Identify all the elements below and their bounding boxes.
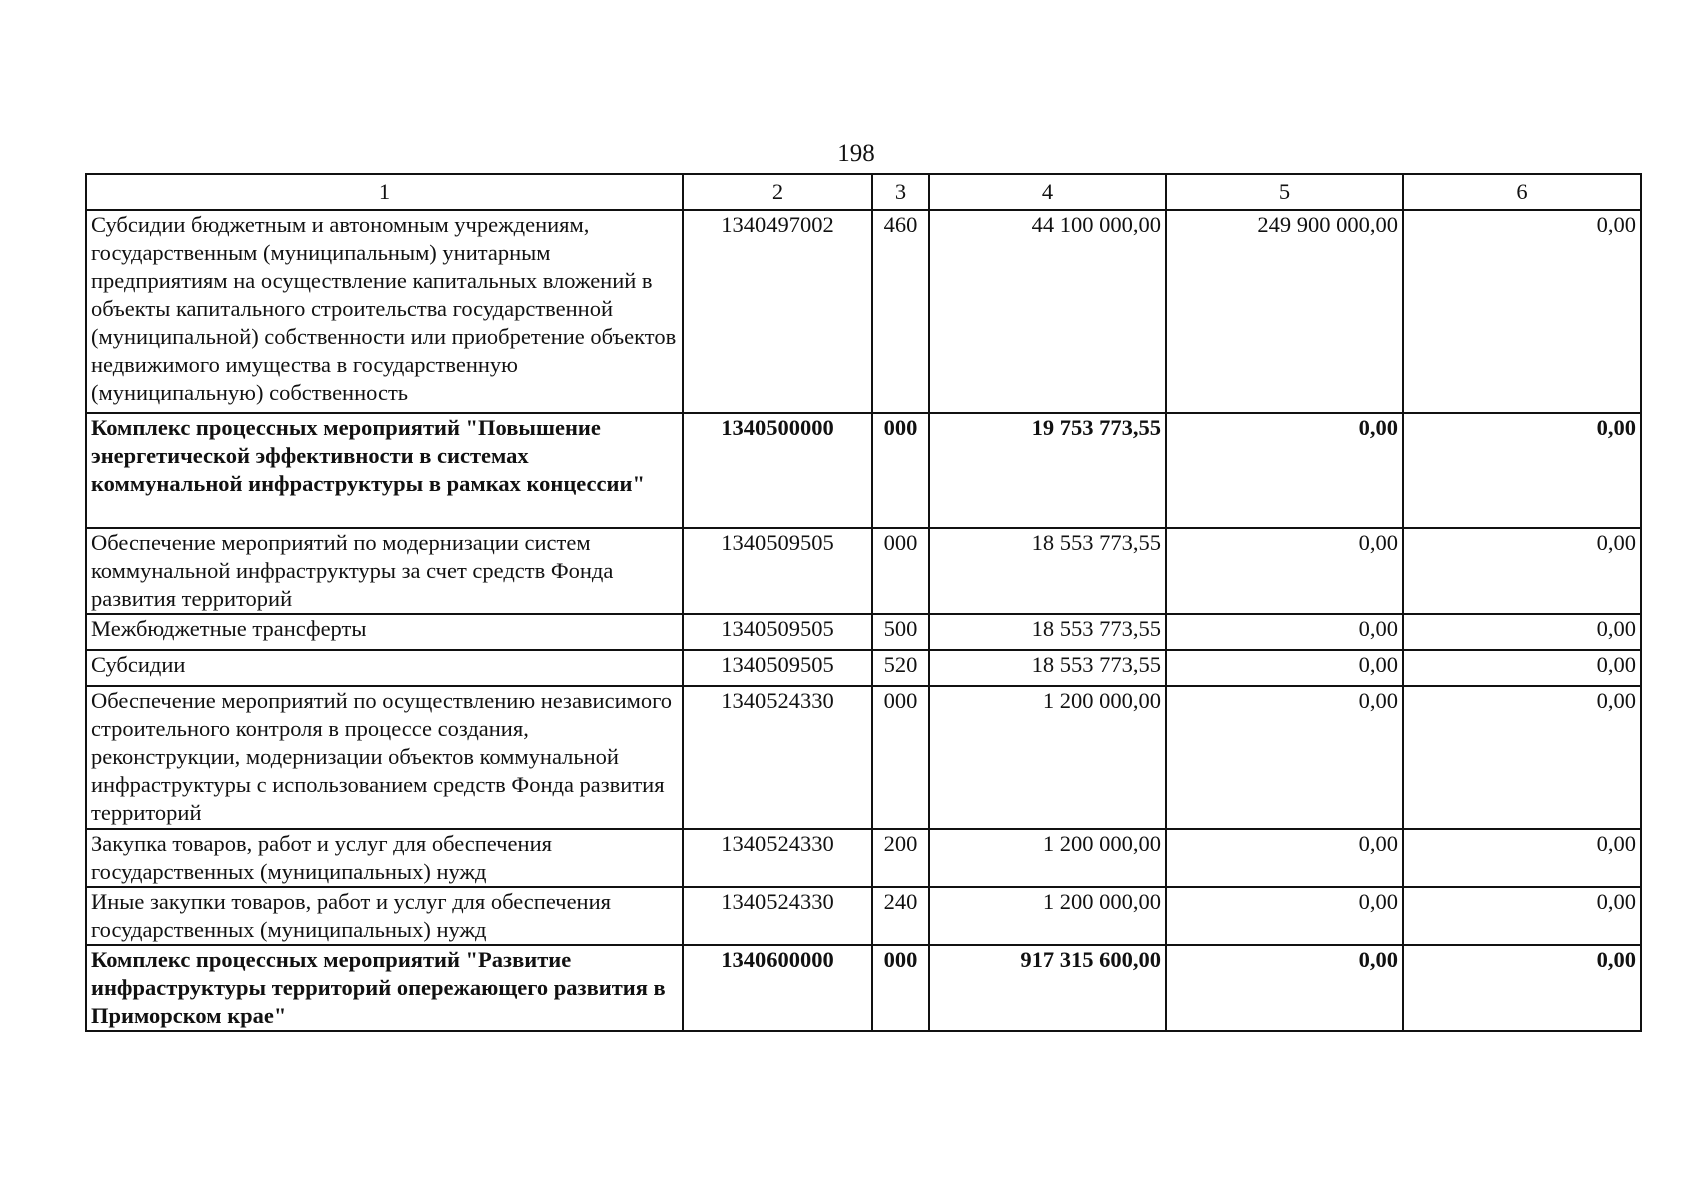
row-amount-6: 0,00	[1403, 945, 1641, 1031]
row-amount-4: 1 200 000,00	[929, 887, 1166, 945]
row-code: 1340509505	[683, 614, 872, 650]
row-kind: 240	[872, 887, 929, 945]
row-amount-5: 0,00	[1166, 528, 1403, 614]
row-name: Комплекс процессных мероприятий "Развитие инфраструктуры территорий опережающего развития в Приморском крае"	[86, 945, 683, 1031]
column-header-1: 1	[86, 174, 683, 210]
row-amount-5: 0,00	[1166, 614, 1403, 650]
row-kind: 000	[872, 528, 929, 614]
row-amount-4: 917 315 600,00	[929, 945, 1166, 1031]
row-amount-6: 0,00	[1403, 210, 1641, 413]
row-amount-4: 1 200 000,00	[929, 829, 1166, 887]
column-header-2: 2	[683, 174, 872, 210]
table-row	[86, 686, 1641, 829]
table-row-section	[86, 945, 1641, 1031]
row-amount-6: 0,00	[1403, 887, 1641, 945]
row-amount-6: 0,00	[1403, 413, 1641, 528]
row-name: Межбюджетные трансферты	[86, 614, 683, 650]
row-amount-4: 1 200 000,00	[929, 686, 1166, 829]
row-code: 1340509505	[683, 650, 872, 686]
table-row	[86, 829, 1641, 887]
row-kind: 000	[872, 413, 929, 528]
row-code: 1340500000	[683, 413, 872, 528]
row-amount-5: 0,00	[1166, 829, 1403, 887]
row-kind: 500	[872, 614, 929, 650]
row-amount-5: 0,00	[1166, 945, 1403, 1031]
row-code: 1340524330	[683, 686, 872, 829]
row-amount-5: 0,00	[1166, 413, 1403, 528]
column-header-5: 5	[1166, 174, 1403, 210]
row-code: 1340600000	[683, 945, 872, 1031]
budget-table	[85, 173, 1642, 1032]
row-name: Субсидии	[86, 650, 683, 686]
row-amount-4: 19 753 773,55	[929, 413, 1166, 528]
row-kind: 000	[872, 686, 929, 829]
row-kind: 000	[872, 945, 929, 1031]
row-kind: 520	[872, 650, 929, 686]
row-amount-6: 0,00	[1403, 829, 1641, 887]
row-code: 1340524330	[683, 829, 872, 887]
row-name: Комплекс процессных мероприятий "Повышение энергетической эффективности в системах коммунальной инфраструктуры в рамках концессии"	[86, 413, 683, 528]
row-code: 1340509505	[683, 528, 872, 614]
row-name: Закупка товаров, работ и услуг для обеспечения государственных (муниципальных) нужд	[86, 829, 683, 887]
row-amount-6: 0,00	[1403, 650, 1641, 686]
row-amount-4: 18 553 773,55	[929, 650, 1166, 686]
page-number: 198	[837, 140, 875, 167]
row-amount-5: 0,00	[1166, 887, 1403, 945]
table-row	[86, 528, 1641, 614]
row-amount-6: 0,00	[1403, 614, 1641, 650]
table-row	[86, 887, 1641, 945]
row-code: 1340524330	[683, 887, 872, 945]
row-name: Иные закупки товаров, работ и услуг для обеспечения государственных (муниципальных) нужд	[86, 887, 683, 945]
row-code: 1340497002	[683, 210, 872, 413]
row-amount-6: 0,00	[1403, 528, 1641, 614]
row-amount-4: 44 100 000,00	[929, 210, 1166, 413]
header-row	[86, 174, 1641, 210]
row-name: Обеспечение мероприятий по модернизации систем коммунальной инфраструктуры за счет средств Фонда развития территорий	[86, 528, 683, 614]
row-kind: 200	[872, 829, 929, 887]
column-header-6: 6	[1403, 174, 1641, 210]
table-row	[86, 614, 1641, 650]
row-amount-6: 0,00	[1403, 686, 1641, 829]
table-row	[86, 210, 1641, 413]
table-row	[86, 650, 1641, 686]
row-name: Субсидии бюджетным и автономным учреждениям, государственным (муниципальным) унитарным предприятиям на осуществление капитальных вложений в объекты капитального строительства государственной (муниципальной) собственности или приобретение объектов недвижимого имущества в государственную (муниципальную) собственность	[86, 210, 683, 413]
table-row-section	[86, 413, 1641, 528]
row-amount-4: 18 553 773,55	[929, 614, 1166, 650]
row-amount-5: 0,00	[1166, 686, 1403, 829]
row-kind: 460	[872, 210, 929, 413]
column-header-4: 4	[929, 174, 1166, 210]
row-amount-5: 249 900 000,00	[1166, 210, 1403, 413]
row-amount-5: 0,00	[1166, 650, 1403, 686]
column-header-3: 3	[872, 174, 929, 210]
row-name: Обеспечение мероприятий по осуществлению независимого строительного контроля в процессе создания, реконструкции, модернизации объектов коммунальной инфраструктуры с использованием средств Фонда развития территорий	[86, 686, 683, 829]
row-amount-4: 18 553 773,55	[929, 528, 1166, 614]
